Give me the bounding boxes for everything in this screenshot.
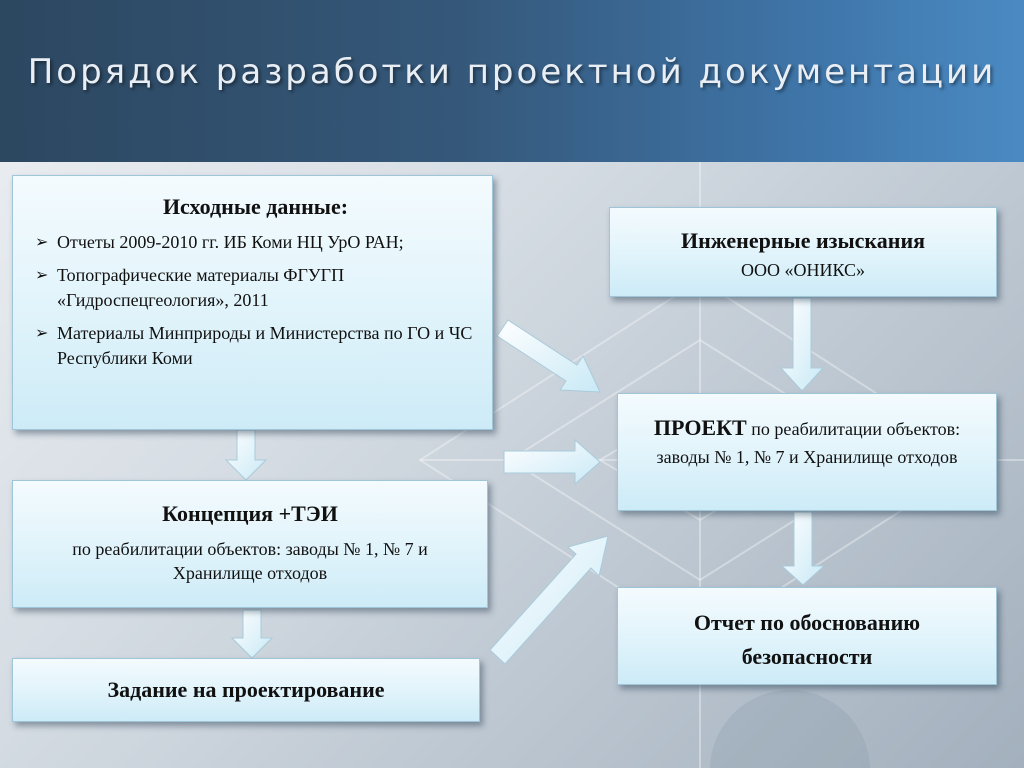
surveys-title: Инженерные изыскания [680,228,926,253]
concept-subtitle: по реабилитации объектов: заводы № 1, № 7 и Хранилище отходов [72,539,428,583]
arrow-assignment-to-project [490,536,608,664]
list-item [35,321,476,371]
arrow-bullet-icon: ➢ [35,234,49,251]
source-data-box [12,175,493,430]
arrow-bullet-icon: ➢ [35,325,49,342]
arrow-surveys-to-project [781,298,823,391]
report-title: Отчет по обоснованию безопасности [693,610,921,669]
report-box [617,587,997,685]
source-data-title: Исходные данные: [162,194,349,219]
concept-box [12,480,488,608]
list-item [35,230,476,255]
arrow-concept-to-assignment [232,610,272,658]
arrow-concept-to-project [504,440,600,484]
project-subtitle: по реабилитации объектов: заводы № 1, № 7 и Хранилище отходов [656,419,961,467]
concept-title: Концепция +ТЭИ [162,501,338,526]
arrow-bullet-icon: ➢ [35,267,49,284]
arrow-source-to-project [497,320,600,392]
arrow-project-to-report [782,512,824,585]
arrow-source-to-concept [226,430,266,480]
source-item-3: Материалы Минприроды и Министерства по ГО и ЧС Республики Коми [57,323,473,368]
surveys-box [609,207,997,297]
project-box [617,393,997,511]
page-title: Порядок разработки проектной документации [27,52,997,92]
project-title: ПРОЕКТ [653,415,747,440]
assignment-box [12,658,480,722]
project-text [638,414,976,471]
assignment-title: Задание на проектирование [107,677,385,702]
surveys-subtitle: ООО «ОНИКС» [740,260,866,280]
source-item-1: Отчеты 2009-2010 гг. ИБ Коми НЦ УрО РАН; [57,232,404,252]
list-item [35,263,476,313]
source-item-2: Топографические материалы ФГУГП «Гидроспецгеология», 2011 [57,265,345,310]
